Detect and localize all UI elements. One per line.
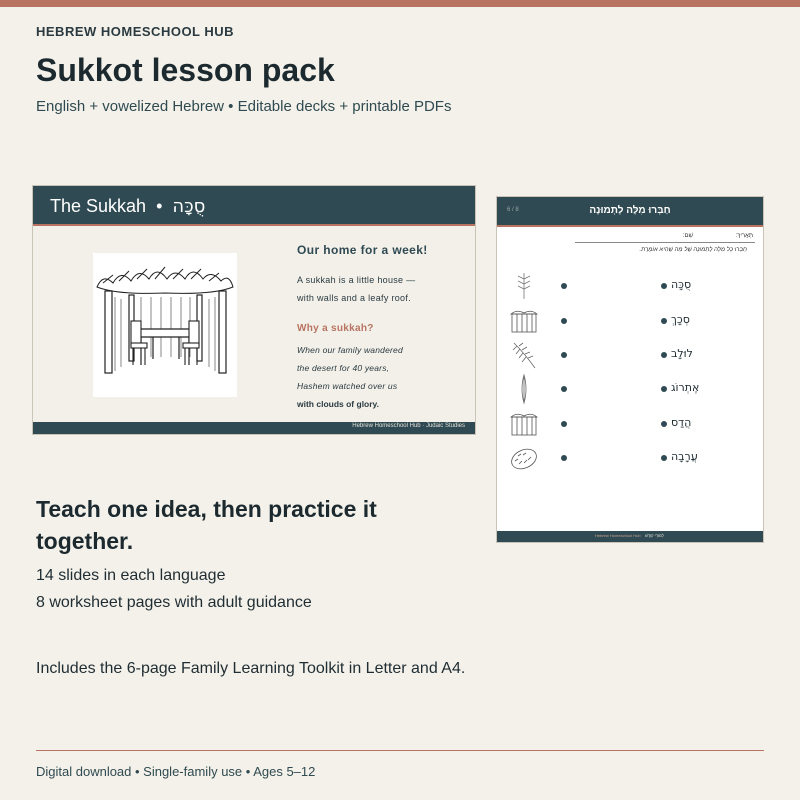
match-dot-right[interactable] <box>661 421 667 427</box>
worksheet-date-label: תָּאֲרִיךְ: <box>735 233 753 239</box>
slide-title-hebrew: סֻכָּה <box>172 196 206 217</box>
slide-text-line-1: A sukkah is a little house — <box>297 275 416 285</box>
slide-header <box>33 186 475 226</box>
match-dot-left[interactable] <box>561 352 567 358</box>
etrog-icon <box>509 443 539 473</box>
match-dot-right[interactable] <box>661 318 667 324</box>
sukkah-hut-icon <box>509 409 539 439</box>
worksheet-page-number: 6 / 8 <box>507 207 519 213</box>
palm-branch-icon <box>509 340 539 370</box>
worksheet-word: סְכָךְ <box>671 313 690 326</box>
match-dot-right[interactable] <box>661 455 667 461</box>
slide-story-line-2: the desert for 40 years, <box>297 363 390 373</box>
worksheet-row <box>497 340 763 374</box>
leaf-icon <box>509 374 539 404</box>
match-dot-right[interactable] <box>661 352 667 358</box>
worksheet-row <box>497 443 763 477</box>
slide-footer <box>33 422 475 434</box>
brand-name: HEBREW HOMESCHOOL HUB <box>36 24 235 39</box>
worksheet-name-line <box>575 242 755 243</box>
slide-title <box>50 196 205 217</box>
page-title: Sukkot lesson pack <box>36 52 335 88</box>
match-dot-left[interactable] <box>561 455 567 461</box>
match-dot-left[interactable] <box>561 386 567 392</box>
slide-title-english: The Sukkah <box>50 196 147 216</box>
page-subtitle: English + vowelized Hebrew • Editable decks + printable PDFs <box>36 98 452 115</box>
sukkah-drawing-icon <box>93 253 237 397</box>
slide-story-line-1: When our family wandered <box>297 345 403 355</box>
worksheet-word: לוּלָב <box>671 347 693 360</box>
feature-slides: 14 slides in each language <box>36 567 226 584</box>
feature-worksheets: 8 worksheet pages with adult guidance <box>36 594 312 611</box>
worksheet-row <box>497 306 763 340</box>
match-dot-left[interactable] <box>561 283 567 289</box>
willow-branch-icon <box>509 271 539 301</box>
match-dot-right[interactable] <box>661 386 667 392</box>
worksheet-word: עֲרָבָה <box>671 450 698 463</box>
slide-why-heading: Why a sukkah? <box>297 323 374 334</box>
worksheet-row <box>497 374 763 408</box>
worksheet-instruction: חַבְּרוּ כָּל מִלָּה לְתְמוּנָה שֶׁל מַה שֶׁהִיא אוֹמֶרֶת. <box>639 247 747 253</box>
worksheet-word: סֻכָּה <box>671 278 692 291</box>
slide-story-bold: with clouds of glory. <box>297 399 380 409</box>
worksheet-row <box>497 409 763 443</box>
section-headline: Teach one idea, then practice it together. <box>36 496 377 554</box>
slide-heading: Our home for a week! <box>297 243 428 257</box>
slide-title-separator: • <box>156 196 163 216</box>
worksheet-row <box>497 271 763 305</box>
match-dot-left[interactable] <box>561 318 567 324</box>
worksheet-title: חַבְּרוּ מִלָּה לְתְמוּנָה <box>589 205 671 216</box>
worksheet-word: אֶתְרוֹג <box>671 381 700 394</box>
slide-text-line-2: with walls and a leafy roof. <box>297 293 411 303</box>
sukkah-hut-icon <box>509 306 539 336</box>
match-dot-right[interactable] <box>661 283 667 289</box>
footer-divider <box>36 750 764 751</box>
top-accent-bar <box>0 0 800 7</box>
includes-note: Includes the 6-page Family Learning Toolkit in Letter and A4. <box>36 660 466 677</box>
worksheet-word: הֲדַס <box>671 416 692 429</box>
slide-story-line-3: Hashem watched over us <box>297 381 398 391</box>
slide-preview <box>32 185 476 435</box>
worksheet-header <box>497 197 763 227</box>
worksheet-name-label: שֵׁם: <box>682 233 693 239</box>
worksheet-footer-subject: לִמּוּדֵי קוֹדֶשׁ <box>645 533 664 538</box>
match-dot-left[interactable] <box>561 421 567 427</box>
worksheet-preview <box>496 196 764 543</box>
worksheet-footer-brand: Hebrew Homeschool Hub <box>595 533 641 538</box>
worksheet-footer <box>497 531 763 542</box>
sukkah-illustration <box>93 253 237 397</box>
footer-info: Digital download • Single-family use • Ages 5–12 <box>36 764 316 779</box>
slide-footer-text: Hebrew Homeschool Hub · Judaic Studies <box>352 423 465 429</box>
